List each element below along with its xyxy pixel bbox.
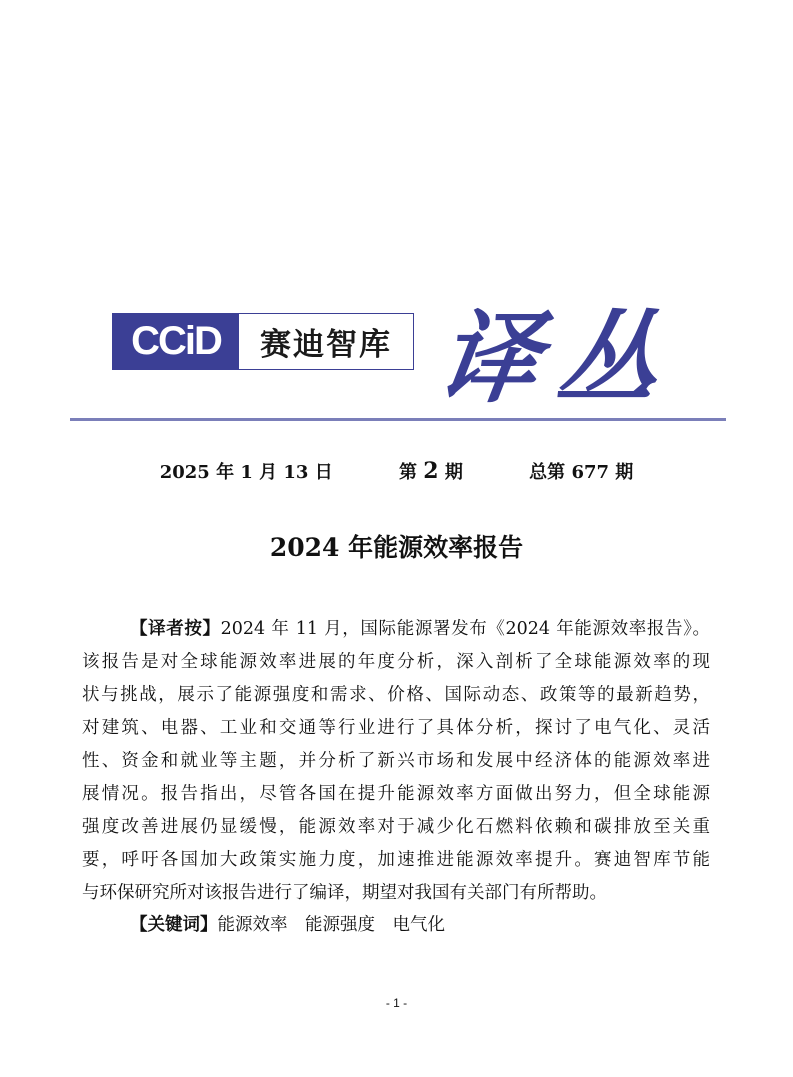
logo-latin: CCiD xyxy=(113,314,239,369)
preface-line: 状与挑战，展示了能源强度和需求、价格、国际动态、政策等的最新趋势， xyxy=(82,685,710,705)
preface-line: 与环保研究所对该报告进行了编译，期望对我国有关部门有所帮助。 xyxy=(82,883,607,903)
issue-date: 2025 年 1 月 13 日 xyxy=(159,462,333,483)
preface-line: 展情况。报告指出，尽管各国在提升能源效率方面做出努力，但全球能源 xyxy=(82,784,710,804)
keywords xyxy=(82,910,710,940)
keyword: 能源强度 xyxy=(305,915,375,935)
issue-info xyxy=(0,458,793,484)
series-title: 译丛 xyxy=(430,299,688,417)
preface-label: 【译者按】 xyxy=(130,619,221,639)
issue-total: 总第 677 期 xyxy=(529,462,634,483)
header-divider xyxy=(70,418,726,421)
logo-chinese: 赛迪智库 xyxy=(260,327,392,363)
preface-line: 要，呼吁各国加大政策实施力度，加速推进能源效率提升。赛迪智库节能 xyxy=(82,850,710,870)
issue-number: 第 2 期 xyxy=(399,458,463,484)
keyword: 能源效率 xyxy=(217,915,288,935)
preface-line: 强度改善进展仍显缓慢，能源效率对于减少化石燃料依赖和碳排放至关重 xyxy=(82,817,710,837)
preface-line: 性、资金和就业等主题，并分析了新兴市场和发展中经济体的能源效率进 xyxy=(82,751,710,771)
keywords-label: 【关键词】 xyxy=(130,915,218,935)
page-number: - 1 - xyxy=(385,996,408,1010)
keyword: 电气化 xyxy=(392,915,445,935)
ccid-logo xyxy=(112,313,414,370)
preface xyxy=(82,613,710,940)
preface-line: 对建筑、电器、工业和交通等行业进行了具体分析，探讨了电气化、灵活 xyxy=(82,718,710,738)
preface-line: 【译者按】2024 年 11 月，国际能源署发布《2024 年能源效率报告》。 xyxy=(130,619,710,639)
document-title: 2024 年能源效率报告 xyxy=(269,533,524,562)
preface-line: 该报告是对全球能源效率进展的年度分析，深入剖析了全球能源效率的现 xyxy=(82,652,710,672)
